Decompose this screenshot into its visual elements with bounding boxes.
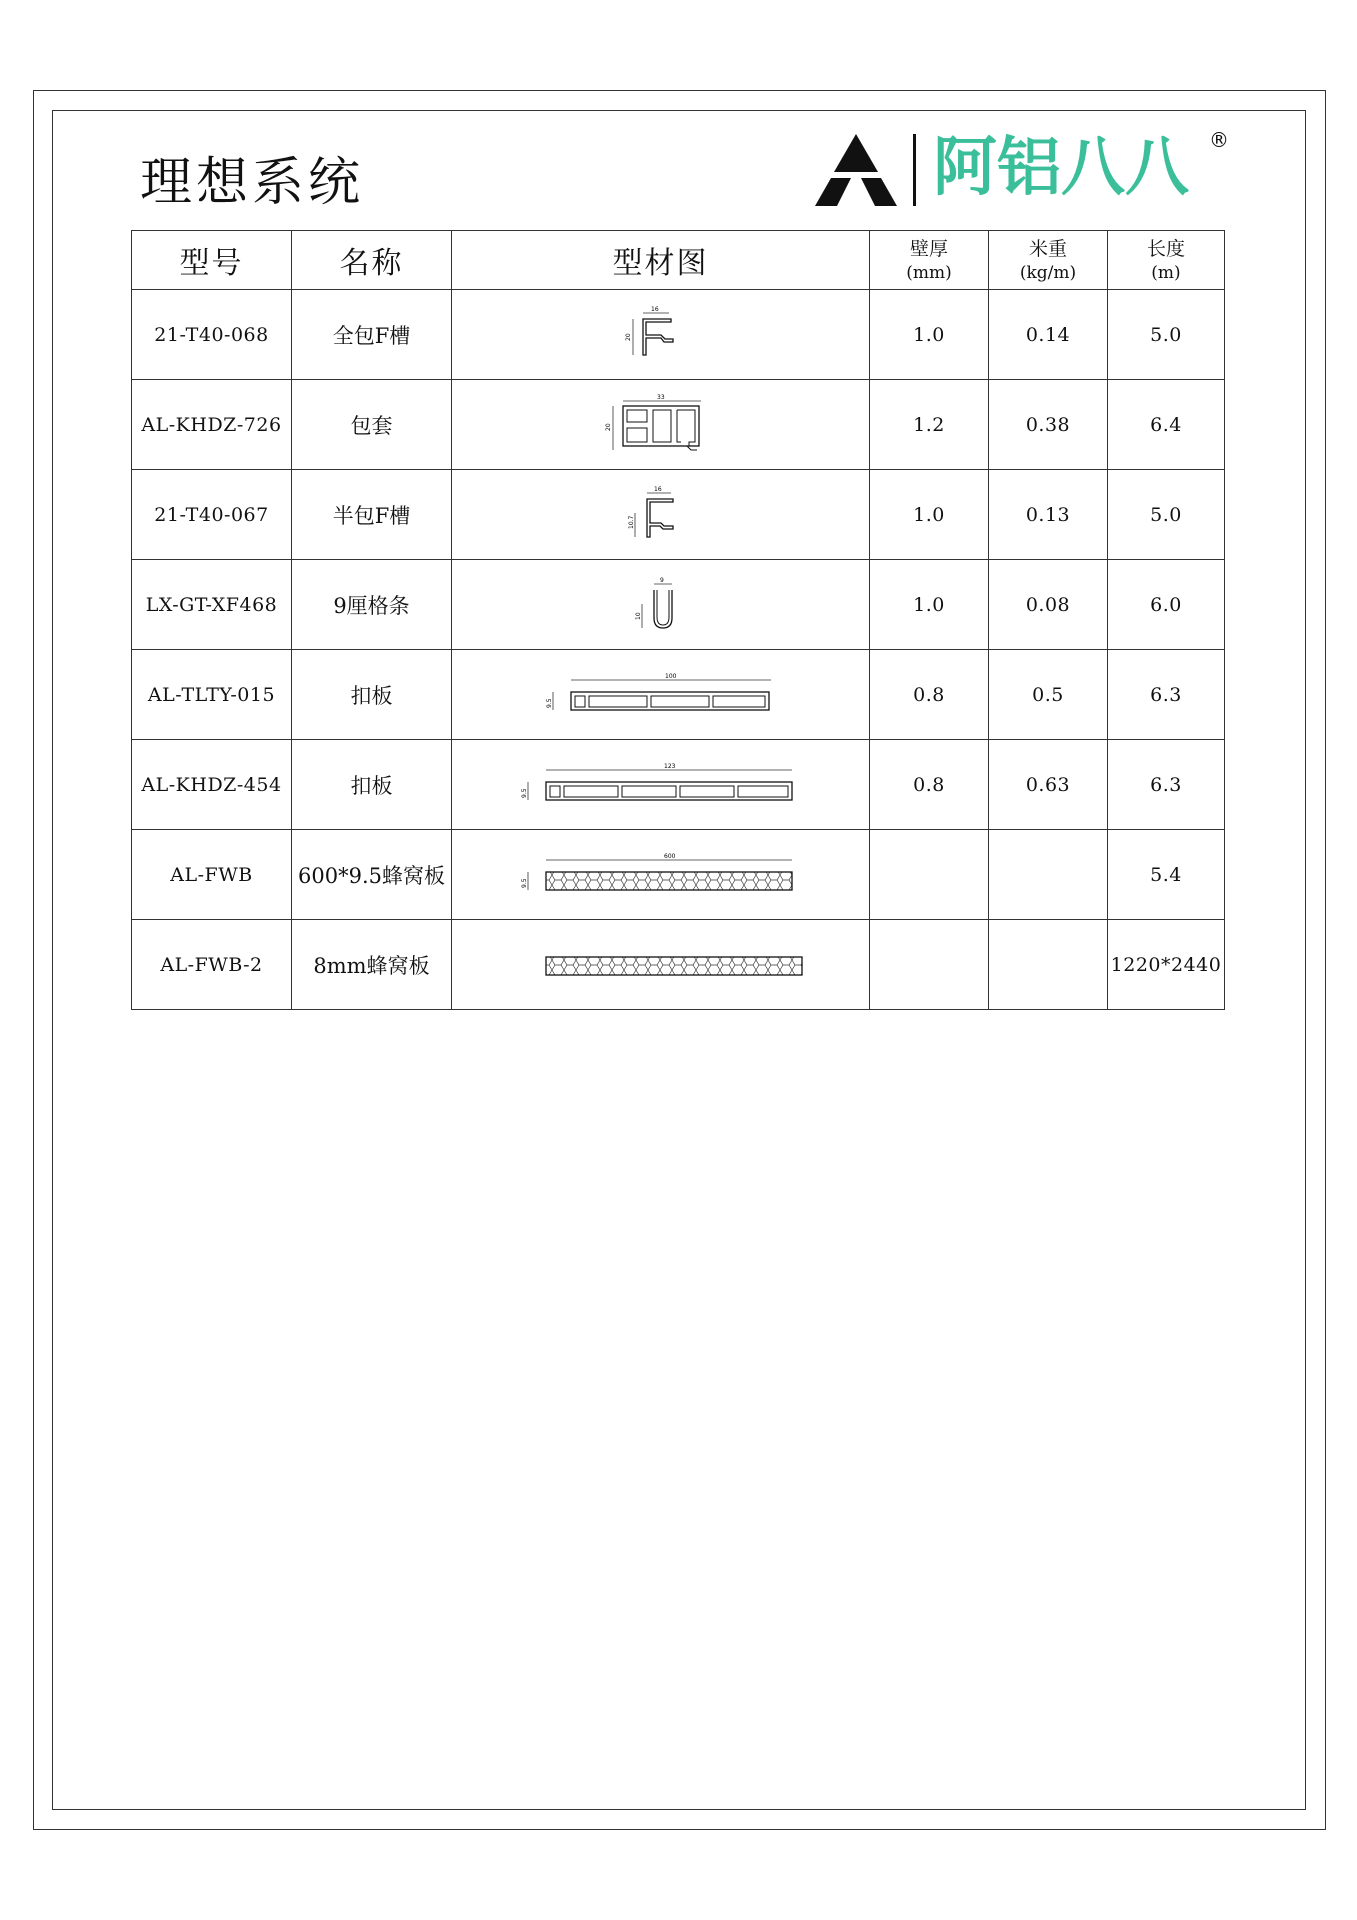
svg-text:33: 33 [656, 393, 665, 401]
drawing-cell [452, 830, 870, 920]
thickness-cell: 1.0 [870, 470, 989, 560]
drawing-cell [452, 470, 870, 560]
table-row [132, 920, 1225, 1010]
drawing-cell [452, 560, 870, 650]
svg-text:9: 9 [659, 576, 664, 584]
table-row [132, 380, 1225, 470]
name-cell: 半包F槽 [292, 470, 452, 560]
svg-text:16: 16 [650, 305, 659, 313]
svg-text:100: 100 [664, 672, 676, 680]
header-name: 名称 [292, 231, 452, 290]
thickness-cell: 0.8 [870, 650, 989, 740]
thickness-cell: 1.0 [870, 290, 989, 380]
table-row [132, 560, 1225, 650]
drawing-cell [452, 380, 870, 470]
model-cell: LX-GT-XF468 [132, 560, 292, 650]
drawing-cell [452, 650, 870, 740]
model-cell: 21-T40-068 [132, 290, 292, 380]
svg-text:123: 123 [663, 762, 675, 770]
clip-panel-100-profile-icon [541, 670, 781, 720]
svg-text:10: 10 [634, 611, 642, 620]
length-cell: 5.0 [1108, 290, 1225, 380]
registered-mark: ® [1209, 128, 1229, 152]
length-cell: 6.3 [1108, 650, 1225, 740]
name-cell: 全包F槽 [292, 290, 452, 380]
sleeve-profile-icon [601, 394, 721, 456]
svg-text:20: 20 [604, 422, 612, 431]
weight-cell: 0.63 [989, 740, 1108, 830]
model-cell: AL-KHDZ-726 [132, 380, 292, 470]
length-cell: 6.4 [1108, 380, 1225, 470]
logo-brand-text: 阿铝八八 [933, 131, 1189, 205]
document-title: 理想系统 [140, 153, 365, 213]
drawing-cell [452, 920, 870, 1010]
table-row [132, 740, 1225, 830]
length-cell: 6.0 [1108, 560, 1225, 650]
clip-panel-123-profile-icon [516, 760, 806, 810]
table-row [132, 290, 1225, 380]
svg-text:9.5: 9.5 [520, 787, 528, 798]
model-cell: AL-FWB-2 [132, 920, 292, 1010]
length-cell: 6.3 [1108, 740, 1225, 830]
thickness-cell: 1.2 [870, 380, 989, 470]
drawing-cell [452, 290, 870, 380]
model-cell: AL-TLTY-015 [132, 650, 292, 740]
logo-triangle-icon [815, 134, 897, 206]
weight-cell: 0.5 [989, 650, 1108, 740]
drawing-cell [452, 740, 870, 830]
full-f-channel-profile-icon [621, 305, 701, 365]
logo-divider [913, 134, 916, 206]
table-row [132, 470, 1225, 560]
svg-text:10.7: 10.7 [627, 515, 635, 529]
svg-text:9.5: 9.5 [520, 877, 528, 888]
name-cell: 包套 [292, 380, 452, 470]
weight-cell [989, 830, 1108, 920]
weight-cell: 0.38 [989, 380, 1108, 470]
honeycomb-panel-8mm-profile-icon [516, 945, 806, 985]
header-thickness: 壁厚 (mm) [870, 231, 989, 290]
length-cell: 5.0 [1108, 470, 1225, 560]
name-cell: 扣板 [292, 740, 452, 830]
thickness-cell [870, 920, 989, 1010]
svg-text:9.5: 9.5 [545, 697, 553, 708]
half-f-channel-profile-icon [621, 485, 701, 545]
name-cell: 8mm蜂窝板 [292, 920, 452, 1010]
name-cell: 600*9.5蜂窝板 [292, 830, 452, 920]
table-row [132, 650, 1225, 740]
length-cell: 1220*2440 [1108, 920, 1225, 1010]
header-weight: 米重 (kg/m) [989, 231, 1108, 290]
header-length: 长度 (m) [1108, 231, 1225, 290]
weight-cell: 0.13 [989, 470, 1108, 560]
grid-strip-profile-icon [626, 574, 696, 636]
table-header-row [132, 231, 1225, 290]
model-cell: AL-KHDZ-454 [132, 740, 292, 830]
model-cell: 21-T40-067 [132, 470, 292, 560]
brand-logo [815, 128, 1235, 218]
table-row [132, 830, 1225, 920]
thickness-cell [870, 830, 989, 920]
header-drawing: 型材图 [452, 231, 870, 290]
length-cell: 5.4 [1108, 830, 1225, 920]
svg-text:600: 600 [663, 852, 675, 860]
header-model: 型号 [132, 231, 292, 290]
thickness-cell: 0.8 [870, 740, 989, 830]
weight-cell: 0.08 [989, 560, 1108, 650]
thickness-cell: 1.0 [870, 560, 989, 650]
profile-spec-table [131, 230, 1225, 1010]
weight-cell [989, 920, 1108, 1010]
honeycomb-panel-600-profile-icon [516, 850, 806, 900]
model-cell: AL-FWB [132, 830, 292, 920]
name-cell: 扣板 [292, 650, 452, 740]
weight-cell: 0.14 [989, 290, 1108, 380]
svg-text:16: 16 [653, 485, 662, 493]
name-cell: 9厘格条 [292, 560, 452, 650]
svg-text:20: 20 [624, 332, 632, 341]
